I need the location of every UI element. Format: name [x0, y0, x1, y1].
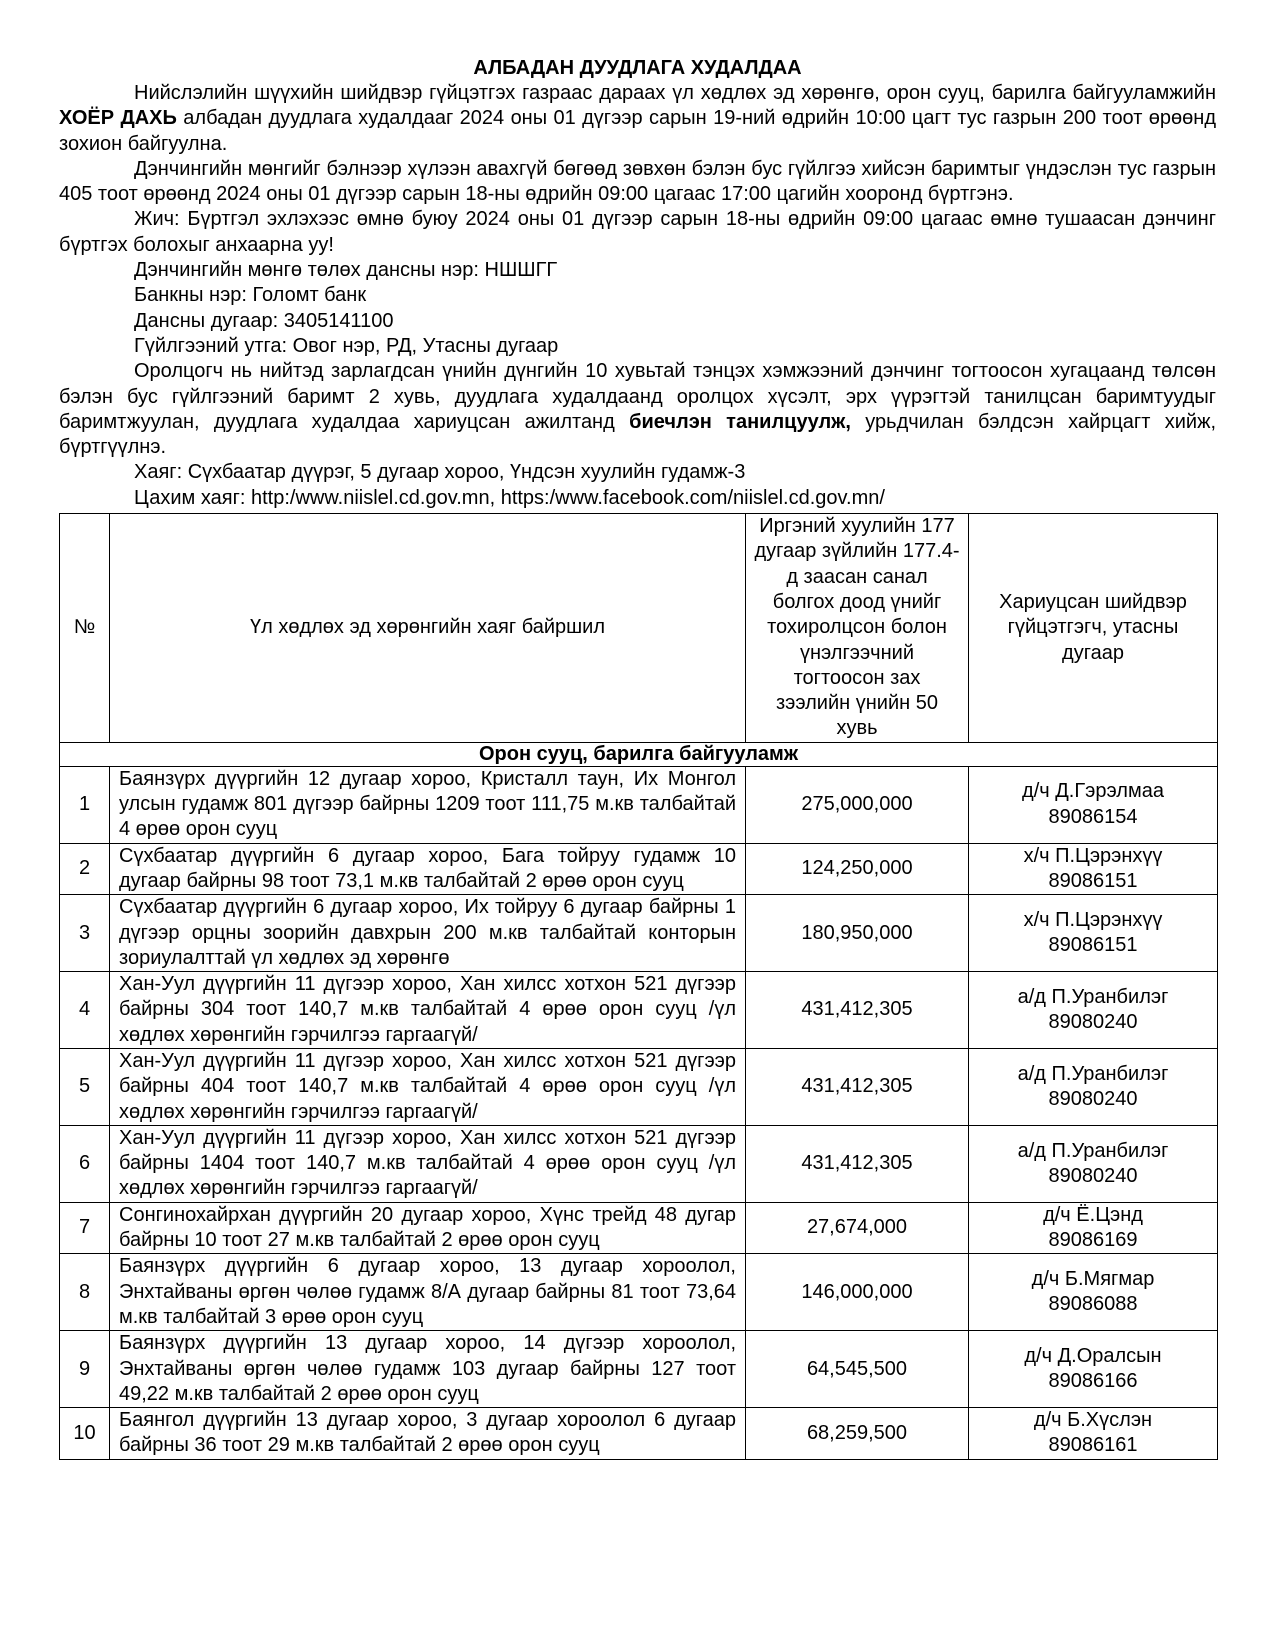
officer-phone: 89080240 [1048, 1011, 1138, 1034]
header-address: Үл хөдлөх эд хөрөнгийн хаяг байршил [110, 514, 746, 743]
table-row [60, 766, 1218, 843]
row-number: 8 [60, 1254, 110, 1331]
account-name-line: Дэнчингийн мөнгө төлөх дансны нэр: НШШГГ [134, 259, 558, 282]
intro-text: урьдчилан бэлдсэн хайрцагт хийж, бүртгүүлнэ. [59, 410, 1216, 459]
officer-name: а/д П.Уранбилэг [1017, 1139, 1169, 1162]
row-price: 431,412,305 [746, 972, 969, 1049]
intro-text: Оролцогч нь нийтэд зарлагдсан үнийн дүнгийн 10 хувьтай тэнцэх хэмжээний дэнчинг тогтоосон хугацаанд төлсөн бэлэн бус гүйлгээний баримт 2 хувь, дуудлага худалдаанд оролцох хүсэлт, эрх үүрэгтэй танилцсан баримтуудыг баримтжуулан, дуудлага худалдаа хариуцсан ажилтанд [59, 360, 1216, 433]
row-contact [969, 1048, 1218, 1125]
row-price: 275,000,000 [746, 766, 969, 843]
officer-phone: 89086161 [1048, 1434, 1138, 1457]
row-address: Баянзүрх дүүргийн 13 дугаар хороо, 14 дүгээр хороолол, Энхтайваны өргөн чөлөө гудамж 103 дугаар байрны 127 тоот 49,22 м.кв талбайтай 2 өрөө орон сууц [110, 1331, 746, 1408]
row-price: 124,250,000 [746, 843, 969, 895]
row-number: 6 [60, 1125, 110, 1202]
row-contact [969, 1408, 1218, 1460]
intro-text: албадан дуудлага худалдааг 2024 оны 01 дүгээр сарын 19-ний өдрийн 10:00 цагт тус газрын 200 тоот өрөөнд зохион байгуулна. [59, 107, 1217, 155]
bank-name-line: Банкны нэр: Голомт банк [134, 284, 367, 307]
row-address: Баянзүрх дүүргийн 6 дугаар хороо, 13 дугаар хороолол, Энхтайваны өргөн чөлөө гудамж 8/А дугаар байрны 81 тоот 73,64 м.кв талбайтай 3 өрөө орон сууц [110, 1254, 746, 1331]
officer-name: д/ч Д.Гэрэлмаа [1022, 780, 1164, 803]
row-price: 431,412,305 [746, 1048, 969, 1125]
row-number: 9 [60, 1331, 110, 1408]
row-contact [969, 1254, 1218, 1331]
intro-text: Нийслэлийн шүүхийн шийдвэр гүйцэтгэх газраас дараах үл хөдлөх эд хөрөнгө, орон сууц, барилга байгууламжийн [134, 82, 1216, 104]
row-contact [969, 972, 1218, 1049]
section-title: Орон сууц, барилга байгууламж [60, 742, 1218, 766]
officer-name: д/ч Ё.Цэнд [1043, 1203, 1143, 1226]
officer-phone: 89086169 [1048, 1229, 1138, 1252]
document-page [59, 56, 1216, 1460]
row-number: 1 [60, 766, 110, 843]
intro-bold: биечлэн танилцуулж, [629, 410, 851, 433]
officer-name: д/ч Д.Оралсын [1024, 1344, 1162, 1367]
row-contact [969, 895, 1218, 972]
row-price: 64,545,500 [746, 1331, 969, 1408]
row-contact [969, 1202, 1218, 1254]
row-contact [969, 1331, 1218, 1408]
row-price: 180,950,000 [746, 895, 969, 972]
officer-phone: 89086151 [1048, 934, 1138, 957]
table-row [60, 1202, 1218, 1254]
row-number: 4 [60, 972, 110, 1049]
row-number: 7 [60, 1202, 110, 1254]
header-num: № [60, 514, 110, 743]
table-row [60, 1048, 1218, 1125]
row-number: 5 [60, 1048, 110, 1125]
officer-phone: 89086166 [1048, 1370, 1138, 1393]
page-title: АЛБАДАН ДУУДЛАГА ХУДАЛДАА [473, 57, 802, 79]
table-row [60, 1254, 1218, 1331]
intro-paragraph-4 [59, 359, 1216, 460]
row-address: Баянгол дүүргийн 13 дугаар хороо, 3 дугаар хороолол 6 дугаар байрны 36 тоот 29 м.кв талбайтай 2 өрөө орон сууц [110, 1408, 746, 1460]
row-address: Сүхбаатар дүүргийн 6 дугаар хороо, Бага тойруу гудамж 10 дугаар байрны 98 тоот 73,1 м.кв талбайтай 2 өрөө орон сууц [110, 843, 746, 895]
officer-phone: 89086088 [1048, 1293, 1138, 1316]
row-contact [969, 843, 1218, 895]
table-row [60, 1408, 1218, 1460]
property-table [59, 513, 1218, 1460]
row-contact [969, 1125, 1218, 1202]
table-row [60, 1125, 1218, 1202]
address-line: Хаяг: Сүхбаатар дүүрэг, 5 дугаар хороо, Үндсэн хуулийн гудамж-3 [134, 461, 746, 484]
officer-phone: 89080240 [1048, 1087, 1138, 1110]
officer-name: д/ч Б.Мягмар [1031, 1268, 1155, 1290]
row-address: Хан-Уул дүүргийн 11 дүгээр хороо, Хан хилсс хотхон 521 дүгээр байрны 304 тоот 140,7 м.кв талбайтай 4 өрөө орон сууц /үл хөдлөх хөрөнгийн гэрчилгээ гаргаагүй/ [110, 972, 746, 1049]
officer-phone: 89086154 [1048, 805, 1138, 828]
officer-phone: 89086151 [1048, 869, 1138, 892]
officer-name: д/ч Б.Хүслэн [1033, 1409, 1153, 1432]
web-address-line: Цахим хаяг: http:/www.niislel.cd.gov.mn, https:/www.facebook.com/niislel.cd.gov.mn/ [134, 486, 885, 509]
row-address: Баянзүрх дүүргийн 12 дугаар хороо, Кристалл таун, Их Монгол улсын гудамж 801 дүгээр байрны 1209 тоот 111,75 м.кв талбайтай 4 өрөө орон сууц [110, 766, 746, 843]
table-row [60, 1331, 1218, 1408]
officer-name: х/ч П.Цэрэнхүү [1023, 844, 1163, 867]
row-contact [969, 766, 1218, 843]
intro-bold: ХОЁР ДАХЬ [59, 107, 177, 130]
officer-phone: 89080240 [1048, 1164, 1138, 1187]
row-price: 146,000,000 [746, 1254, 969, 1331]
intro-paragraph-1 [59, 81, 1216, 157]
row-number: 10 [60, 1408, 110, 1460]
intro-paragraph-2: Дэнчингийн мөнгийг бэлнээр хүлээн авахгүй бөгөөд зөвхөн бэлэн бус гүйлгээ хийсэн баримтыг үндэслэн тус газрын 405 тоот өрөөнд 2024 оны 01 дүгээр сарын 18-ны өдрийн 09:00 цагаас 17:00 цагийн хооронд бүртгэнэ. [59, 157, 1216, 206]
table-row [60, 843, 1218, 895]
header-price: Иргэний хуулийн 177 дугаар зүйлийн 177.4-д заасан санал болгох доод үнийг тохиролцсон болон үнэлгээчний тогтоосон зах зээлийн үнийн 50 хувь [746, 514, 969, 743]
row-number: 3 [60, 895, 110, 972]
row-number: 2 [60, 843, 110, 895]
row-price: 68,259,500 [746, 1408, 969, 1460]
transaction-note-line: Гүйлгээний утга: Овог нэр, РД, Утасны дугаар [134, 334, 559, 357]
table-row [60, 895, 1218, 972]
table-section-row [60, 742, 1218, 766]
row-address: Сонгинохайрхан дүүргийн 20 дугаар хороо, Хүнс трейд 48 дугар байрны 10 тоот 27 м.кв талбайтай 2 өрөө орон сууц [110, 1202, 746, 1254]
row-address: Хан-Уул дүүргийн 11 дүгээр хороо, Хан хилсс хотхон 521 дүгээр байрны 1404 тоот 140,7 м.кв талбайтай 4 өрөө орон сууц /үл хөдлөх хөрөнгийн гэрчилгээ гаргаагүй/ [110, 1125, 746, 1202]
intro-paragraph-3: Жич: Бүртгэл эхлэхээс өмнө буюу 2024 оны 01 дүгээр сарын 18-ны өдрийн 09:00 цагаас өмнө тушаасан дэнчинг бүртгэх болохыг анхаарна уу! [59, 208, 1216, 256]
row-price: 431,412,305 [746, 1125, 969, 1202]
header-contact: Хариуцсан шийдвэр гүйцэтгэгч, утасны дугаар [969, 514, 1218, 743]
row-address: Хан-Уул дүүргийн 11 дүгээр хороо, Хан хилсс хотхон 521 дүгээр байрны 404 тоот 140,7 м.кв талбайтай 4 өрөө орон сууц /үл хөдлөх хөрөнгийн гэрчилгээ гаргаагүй/ [110, 1048, 746, 1125]
officer-name: х/ч П.Цэрэнхүү [1023, 908, 1163, 931]
officer-name: а/д П.Уранбилэг [1017, 1062, 1169, 1085]
row-address: Сүхбаатар дүүргийн 6 дугаар хороо, Их тойруу 6 дугаар байрны 1 дүгээр орцны зоорийн давхрын 200 м.кв талбайтай конторын зориулалттай үл хөдлөх эд хөрөнгө [110, 895, 746, 972]
table-row [60, 972, 1218, 1049]
account-number-line: Дансны дугаар: 3405141100 [134, 309, 394, 332]
table-header-row [60, 514, 1218, 743]
row-price: 27,674,000 [746, 1202, 969, 1254]
officer-name: а/д П.Уранбилэг [1017, 985, 1169, 1008]
